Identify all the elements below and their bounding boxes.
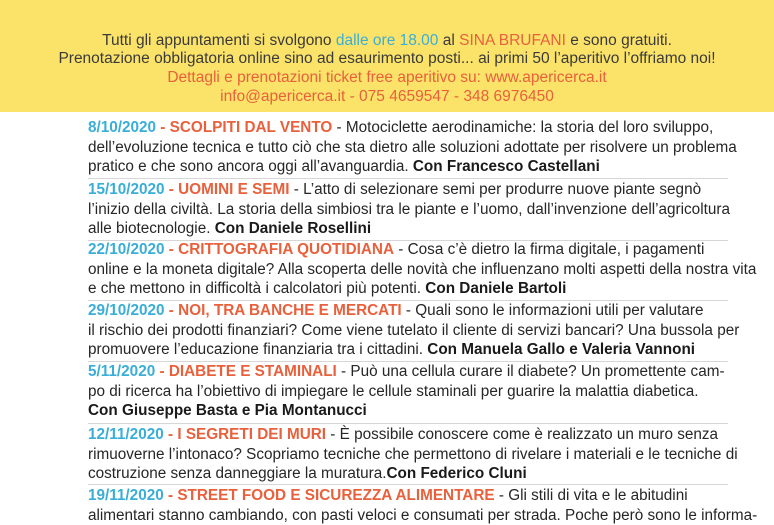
schedule-text-connector: al	[438, 32, 459, 49]
event-description: - Può una cellula curare il diabete? Un promettente cam-	[337, 363, 725, 380]
event-description: costruzione senza danneggiare la muratura.	[88, 465, 386, 482]
event-speaker: Con Federico Cluni	[386, 465, 526, 482]
divider	[88, 423, 728, 424]
event-description: alimentari stanno cambiando, con pasti veloci e consumati per strada. Poche però sono le informa-	[88, 506, 728, 525]
event-date: 19/11/2020	[88, 487, 164, 504]
booking-website[interactable]: Dettagli e prenotazioni ticket free aperitivo su: www.apericerca.it	[0, 69, 774, 87]
event-description: alle biotecnologie.	[88, 220, 215, 237]
event-description: - Cosa c’è dietro la firma digitale, i pagamenti	[394, 241, 704, 258]
event-title: UOMINI E SEMI	[178, 181, 289, 198]
venue-name: SINA BRUFANI	[459, 32, 566, 49]
event-description: - L’atto di selezionare semi per produrre nuove piante segnò	[290, 181, 702, 198]
event-speaker: Con Manuela Gallo e Valeria Vannoni	[427, 341, 695, 358]
event-title: DIABETE E STAMINALI	[169, 363, 337, 380]
event-date: 22/10/2020	[88, 241, 165, 258]
event-speaker: Con Daniele Bartoli	[425, 280, 566, 297]
schedule-time: dalle ore 18.00	[336, 32, 439, 49]
event-description: po di ricerca ha l’obiettivo di impiegare le cellule staminali per guarire la malattia diabetica.	[88, 382, 728, 402]
event-speaker: Con Francesco Castellani	[413, 158, 600, 175]
divider	[88, 484, 728, 485]
event-title-sep: -	[155, 363, 169, 380]
event-description: pratico e che sono ancora oggi all’avanguardia.	[88, 158, 413, 175]
event-title: I SEGRETI DEI MURI	[177, 426, 326, 443]
event-date: 8/10/2020	[88, 119, 156, 136]
event-date: 15/10/2020	[88, 181, 165, 198]
event-description: - Gli stili di vita e le abitudini	[495, 487, 688, 504]
schedule-info	[0, 32, 774, 50]
event-item	[88, 486, 728, 525]
event-item	[88, 118, 728, 177]
event-description: - Quali sono le informazioni utili per valutare	[402, 302, 704, 319]
event-item	[88, 425, 728, 484]
event-speaker: Con Daniele Rosellini	[215, 220, 371, 237]
event-description: online e la moneta digitale? Alla scoperta delle novità che influenzano molti aspetti della nostra vita	[88, 260, 728, 280]
event-date: 5/11/2020	[88, 363, 155, 380]
event-description: promuovere l’educazione finanziaria tra i cittadini.	[88, 341, 427, 358]
event-item	[88, 301, 728, 360]
event-date: 12/11/2020	[88, 426, 164, 443]
event-title-sep: -	[165, 241, 179, 258]
contact-info[interactable]: info@apericerca.it - 075 4659547 - 348 6976450	[0, 88, 774, 106]
event-date: 29/10/2020	[88, 302, 165, 319]
event-description: il rischio dei prodotti finanziari? Come viene tutelato il cliente di servizi bancari? Una bussola per	[88, 321, 728, 341]
header-banner	[0, 0, 774, 112]
event-description: - Motociclette aerodinamiche: la storia del loro sviluppo,	[332, 119, 713, 136]
event-title: SCOLPITI DAL VENTO	[170, 119, 333, 136]
event-description: - È possibile conoscere come è realizzato un muro senza	[326, 426, 718, 443]
booking-info: Prenotazione obbligatoria online sino ad esaurimento posti... ai primi 50 l’aperitivo l’offriamo noi!	[0, 50, 774, 68]
event-title: CRITTOGRAFIA QUOTIDIANA	[178, 241, 394, 258]
event-title: NOI, TRA BANCHE E MERCATI	[178, 302, 402, 319]
event-description: rimuoverne l’intonaco? Scopriamo tecniche che permettono di rivelare i materiali e le tecniche di	[88, 445, 728, 465]
event-title-sep: -	[164, 487, 178, 504]
schedule-text: Tutti gli appuntamenti si svolgono	[102, 32, 336, 49]
schedule-text-end: e sono gratuiti.	[566, 32, 672, 49]
event-title-sep: -	[156, 119, 170, 136]
event-speaker: Con Giuseppe Basta e Pia Montanucci	[88, 402, 367, 419]
event-title-sep: -	[165, 302, 179, 319]
event-item	[88, 180, 728, 239]
event-description: e che mettono in difficoltà i calcolatori più potenti.	[88, 280, 425, 297]
event-title-sep: -	[165, 181, 179, 198]
event-title: STREET FOOD E SICUREZZA ALIMENTARE	[177, 487, 494, 504]
event-title-sep: -	[164, 426, 178, 443]
event-item	[88, 240, 728, 299]
divider	[88, 178, 728, 179]
event-description: dell’evoluzione tecnica e tutto ciò che sta dietro alle soluzioni adottate per risolvere un problema	[88, 138, 728, 158]
event-description: l’inizio della civiltà. La storia della simbiosi tra le piante e l’uomo, dall’invenzione dell’agricoltura	[88, 200, 728, 220]
event-item	[88, 362, 728, 421]
